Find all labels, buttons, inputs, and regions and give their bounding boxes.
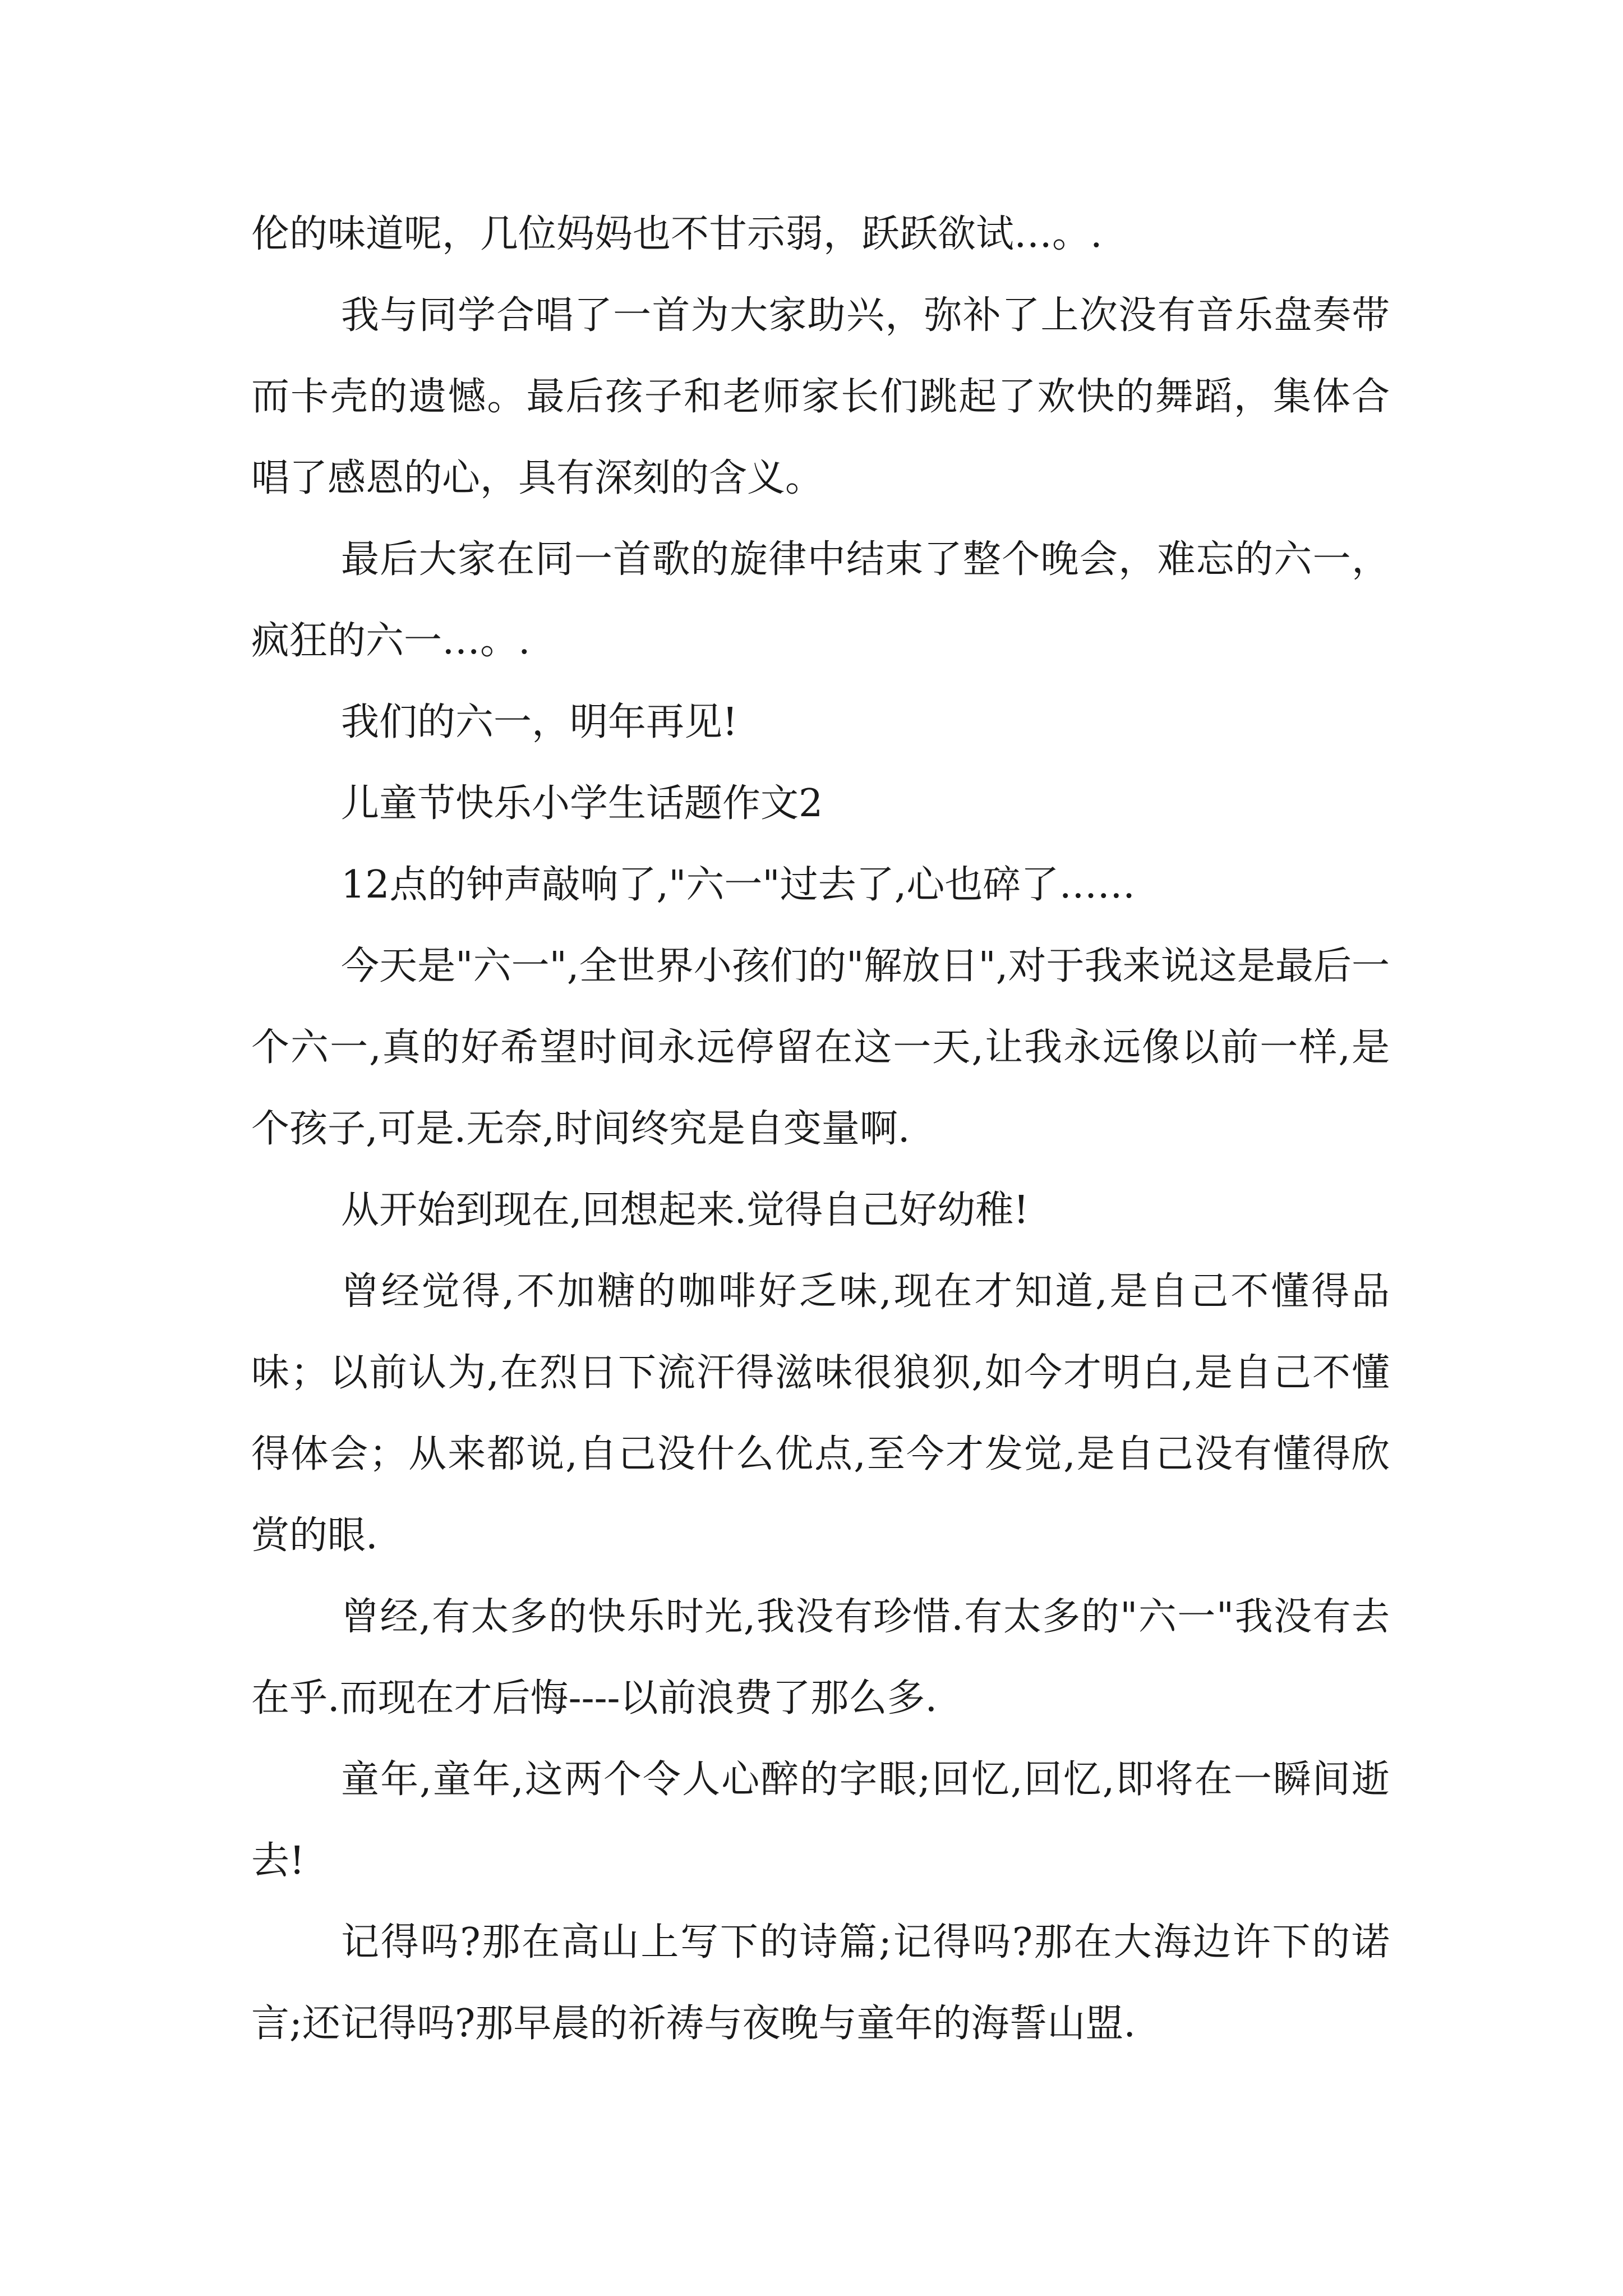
paragraph-6: 12点的钟声敲响了,"六一"过去了,心也碎了…… bbox=[341, 863, 1136, 907]
essay-title: 儿童节快乐小学生话题作文2 bbox=[341, 781, 823, 826]
paragraph-1: 伦的味道呢，几位妈妈也不甘示弱，跃跃欲试…。. bbox=[251, 212, 1103, 256]
paragraph-10: 曾经,有太多的快乐时光,我没有珍惜.有太多的"六一"我没有去在乎.而现在才后悔----以前浪费了那么多. bbox=[251, 1595, 1390, 1720]
paragraph-12: 记得吗?那在高山上写下的诗篇;记得吗?那在大海边许下的诺言;还记得吗?那早晨的祈祷与夜晚与童年的海誓山盟. bbox=[251, 1920, 1390, 2046]
paragraph-7: 今天是"六一",全世界小孩们的"解放日",对于我来说这是最后一个六一,真的好希望时间永远停留在这一天,让我永远像以前一样,是个孩子,可是.无奈,时间终究是自变量啊. bbox=[251, 944, 1390, 1151]
paragraph-9: 曾经觉得,不加糖的咖啡好乏味,现在才知道,是自己不懂得品味；以前认为,在烈日下流汗得滋味很狼狈,如今才明白,是自己不懂得体会；从来都说,自己没什么优点,至今才发觉,是自己没有懂得欣赏的眼. bbox=[251, 1269, 1390, 1558]
paragraph-3: 最后大家在同一首歌的旋律中结束了整个晚会，难忘的六一，疯狂的六一…。. bbox=[251, 537, 1390, 663]
paragraph-2: 我与同学合唱了一首为大家助兴，弥补了上次没有音乐盘奏带而卡壳的遗憾。最后孩子和老师家长们跳起了欢快的舞蹈，集体合唱了感恩的心，具有深刻的含义。 bbox=[251, 293, 1390, 500]
paragraph-4: 我们的六一，明年再见! bbox=[341, 700, 738, 744]
paragraph-11: 童年,童年,这两个令人心醉的字眼;回忆,回忆,即将在一瞬间逝去! bbox=[251, 1757, 1390, 1883]
document-body bbox=[251, 194, 1390, 2064]
paragraph-8: 从开始到现在,回想起来.觉得自己好幼稚! bbox=[341, 1188, 1029, 1232]
